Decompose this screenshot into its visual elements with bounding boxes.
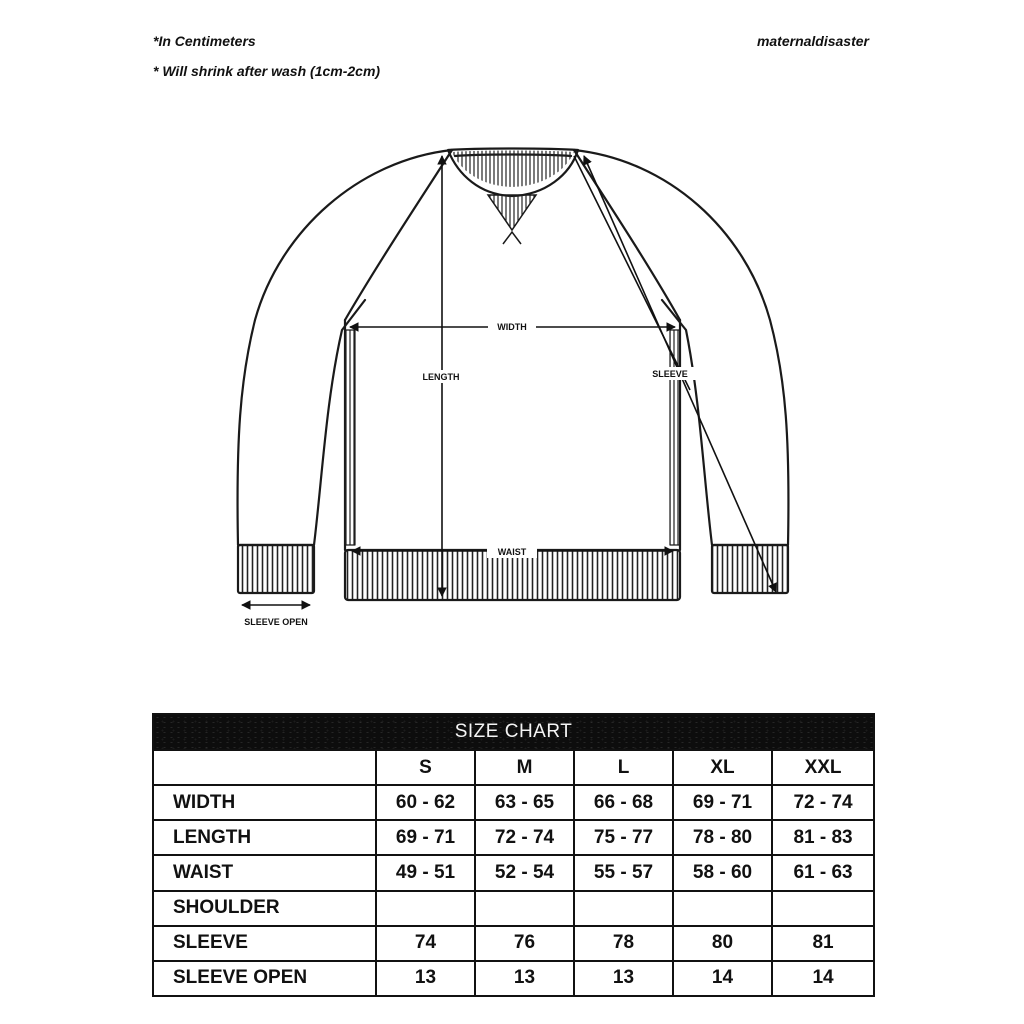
size-header: L <box>574 750 673 785</box>
table-cell: 60 - 62 <box>376 785 475 820</box>
size-header: XXL <box>772 750 874 785</box>
table-cell: 81 - 83 <box>772 820 874 855</box>
table-row <box>153 961 874 996</box>
size-chart-title: SIZE CHART <box>153 714 874 750</box>
table-cell <box>772 891 874 926</box>
table-row <box>153 820 874 855</box>
table-cell: 72 - 74 <box>475 820 574 855</box>
size-header: XL <box>673 750 772 785</box>
table-cell: 75 - 77 <box>574 820 673 855</box>
brand-name: maternaldisaster <box>756 33 869 49</box>
corner-cell <box>153 750 376 785</box>
size-header: M <box>475 750 574 785</box>
waist-label: WAIST <box>497 547 527 557</box>
table-cell <box>574 891 673 926</box>
right-cuff <box>712 545 788 593</box>
row-label: SLEEVE OPEN <box>153 961 376 996</box>
table-cell <box>475 891 574 926</box>
table-cell: 74 <box>376 926 475 961</box>
table-cell: 81 <box>772 926 874 961</box>
row-label: SLEEVE <box>153 926 376 961</box>
right-raglan-seam <box>574 150 680 320</box>
table-cell <box>673 891 772 926</box>
table-cell: 78 <box>574 926 673 961</box>
table-cell: 49 - 51 <box>376 855 475 890</box>
table-cell: 66 - 68 <box>574 785 673 820</box>
table-cell: 69 - 71 <box>376 820 475 855</box>
table-row <box>153 926 874 961</box>
table-cell: 76 <box>475 926 574 961</box>
size-header-row <box>153 750 874 785</box>
table-cell: 52 - 54 <box>475 855 574 890</box>
table-cell: 13 <box>475 961 574 996</box>
table-cell: 78 - 80 <box>673 820 772 855</box>
table-row <box>153 891 874 926</box>
table-cell: 72 - 74 <box>772 785 874 820</box>
left-cuff <box>238 545 314 593</box>
left-raglan-seam <box>345 150 452 320</box>
sleeve-open-label: SLEEVE OPEN <box>244 617 308 627</box>
table-cell: 55 - 57 <box>574 855 673 890</box>
table-cell <box>376 891 475 926</box>
table-cell: 69 - 71 <box>673 785 772 820</box>
row-label: WIDTH <box>153 785 376 820</box>
sleeve-line-2 <box>574 156 690 390</box>
table-cell: 13 <box>574 961 673 996</box>
size-header: S <box>376 750 475 785</box>
table-cell: 14 <box>772 961 874 996</box>
right-sleeve <box>574 150 788 545</box>
shrink-note: * Will shrink after wash (1cm-2cm) <box>153 63 381 79</box>
table-cell: 13 <box>376 961 475 996</box>
table-cell: 63 - 65 <box>475 785 574 820</box>
sleeve-label: SLEEVE <box>652 369 688 379</box>
size-chart-table <box>152 713 875 997</box>
row-label: WAIST <box>153 855 376 890</box>
table-cell: 58 - 60 <box>673 855 772 890</box>
row-label: SHOULDER <box>153 891 376 926</box>
table-cell: 61 - 63 <box>772 855 874 890</box>
row-label: LENGTH <box>153 820 376 855</box>
unit-note: *In Centimeters <box>153 33 256 49</box>
table-cell: 80 <box>673 926 772 961</box>
table-row <box>153 855 874 890</box>
neck-v-insert <box>488 195 536 230</box>
length-label: LENGTH <box>422 372 460 382</box>
size-chart-title-row <box>153 714 874 750</box>
table-cell: 14 <box>673 961 772 996</box>
table-row <box>153 785 874 820</box>
width-label: WIDTH <box>497 322 527 332</box>
